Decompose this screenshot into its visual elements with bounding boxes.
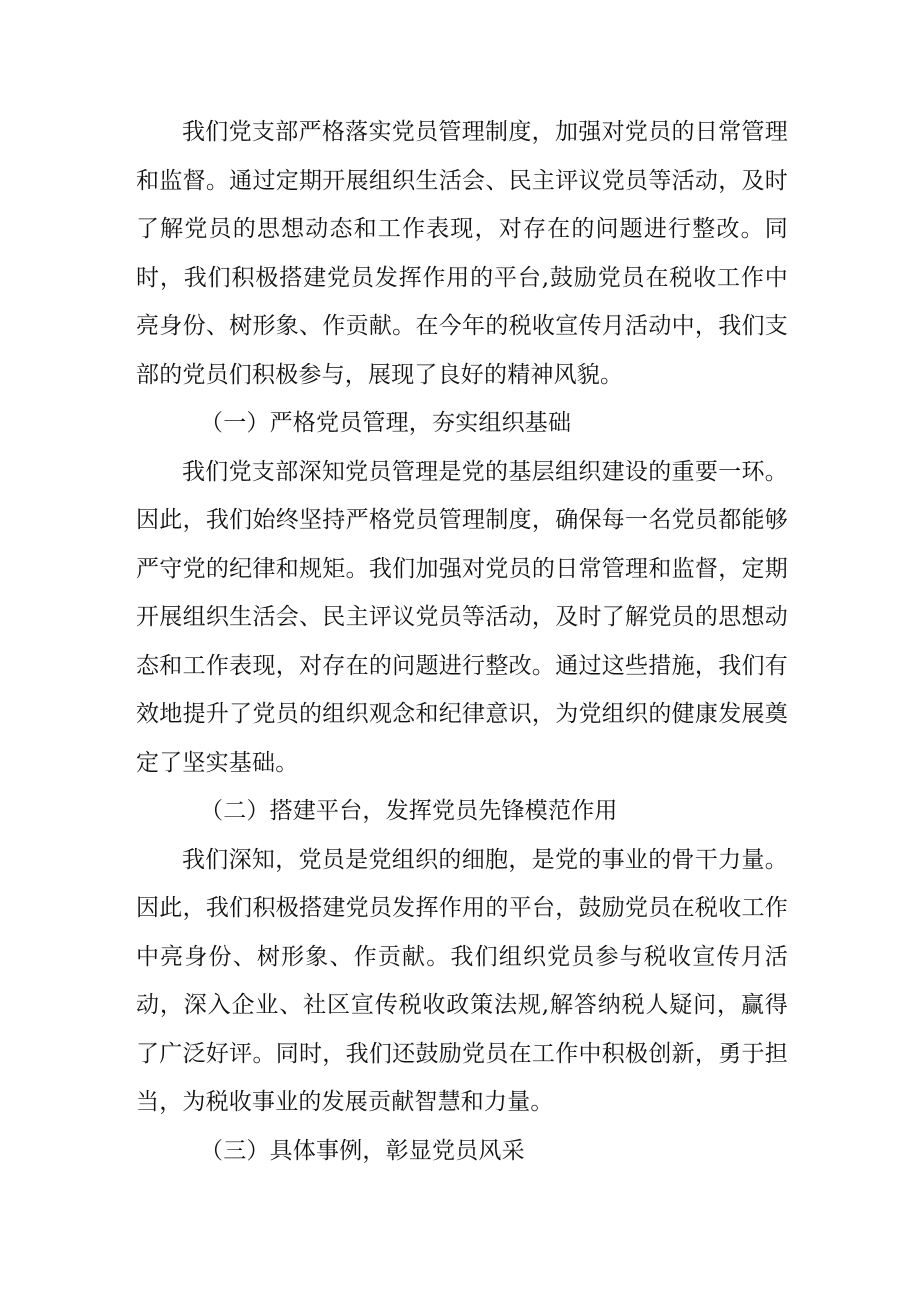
section-heading-1: （一）严格党员管理，夯实组织基础 <box>200 410 572 436</box>
paragraph-party-management: 我们党支部严格落实党员管理制度，加强对党员的日常管理和监督。通过定期开展组织生活会、民主评议党员等活动，及时了解党员的思想动态和工作表现，对存在的问题进行整改。同时，我们积极搭建党员发挥作用的平台,鼓励党员在税收工作中亮身份、树形象、作贡献。在今年的税收宣传月活动中，我们支部的党员们积极参与，展现了良好的精神风貌。 <box>136 119 788 388</box>
section-heading-3: （三）具体事例，彰显党员风采 <box>200 1137 525 1164</box>
section-heading-2: （二）搭建平台，发挥党员先锋模范作用 <box>200 798 618 824</box>
paragraph-build-platform: 我们深知，党员是党组织的细胞，是党的事业的骨干力量。因此，我们积极搭建党员发挥作用的平台，鼓励党员在税收工作中亮身份、树形象、作贡献。我们组织党员参与税收宣传月活动，深入企业、社区宣传税收政策法规,解答纳税人疑问，赢得了广泛好评。同时，我们还鼓励党员在工作中积极创新，勇于担当，为税收事业的发展贡献智慧和力量。 <box>136 846 788 1115</box>
paragraph-strict-management: 我们党支部深知党员管理是党的基层组织建设的重要一环。因此，我们始终坚持严格党员管理制度，确保每一名党员都能够严守党的纪律和规矩。我们加强对党员的日常管理和监督，定期开展组织生活会、民主评议党员等活动，及时了解党员的思想动态和工作表现，对存在的问题进行整改。通过这些措施，我们有效地提升了党员的组织观念和纪律意识，为党组织的健康发展奠定了坚实基础。 <box>136 458 788 776</box>
document-body <box>136 108 788 1175</box>
